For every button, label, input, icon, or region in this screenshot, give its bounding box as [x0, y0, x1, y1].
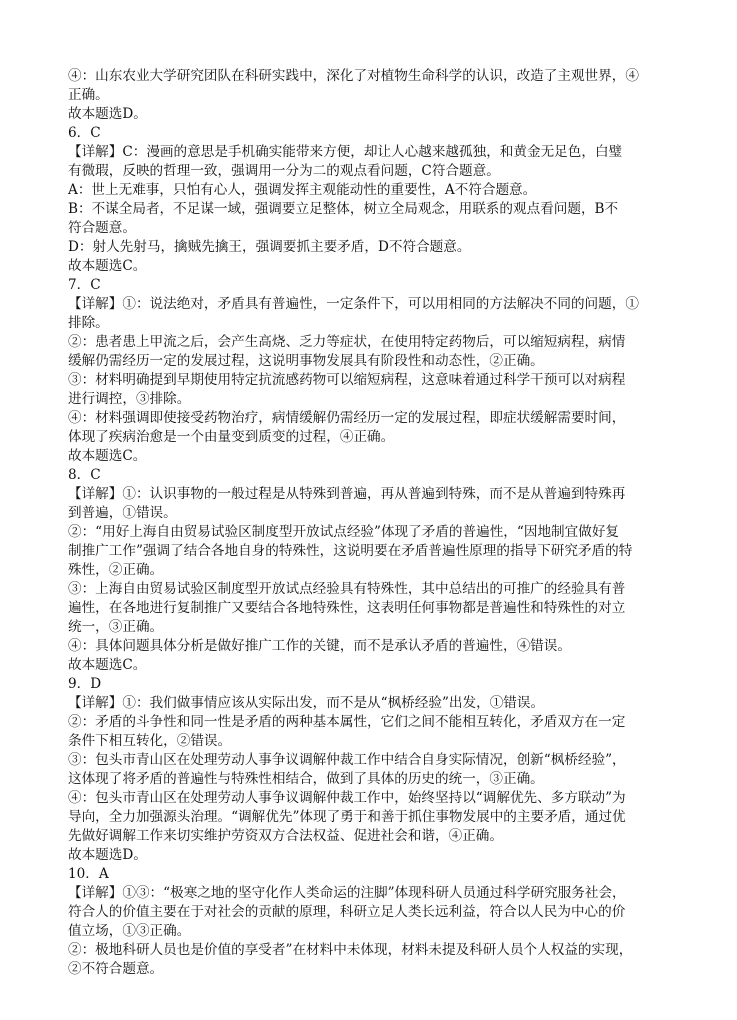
text-line: D：射人先射马，擒贼先擒王，强调要抓主要矛盾，D不符合题意。: [68, 239, 471, 255]
text-line: ③：包头市青山区在处理劳动人事争议调解仲裁工作中结合自身实际情况，创新“枫桥经验”，: [68, 752, 626, 768]
text-line: 体现了疾病治愈是一个由量变到质变的过程，④正确。: [68, 429, 395, 445]
text-line: 进行调控，③排除。: [68, 391, 191, 407]
text-line: ③：材料明确提到早期使用特定抗流感药物可以缩短病程，这意味着通过科学干预可以对病程: [68, 372, 626, 388]
text-line: 值立场，①③正确。: [68, 923, 191, 939]
text-line: ②：极地科研人员也是价值的享受者”在材料中未体现，材料未提及科研人员个人权益的实现，: [68, 942, 633, 958]
text-line: 【详解】①：我们做事情应该从实际出发，而不是从“枫桥经验”出发，①错误。: [68, 695, 545, 711]
text-line: 10．A: [68, 866, 109, 882]
text-line: B：不谋全局者，不足谋一域，强调要立足整体，树立全局观念，用联系的观点看问题，B不: [68, 201, 619, 217]
text-line: A：世上无难事，只怕有心人，强调发挥主观能动性的重要性，A不符合题意。: [68, 182, 537, 198]
text-line: 符合人的价值主要在于对社会的贡献的原理，科研立足人类长远利益，符合以人民为中心的价: [68, 904, 626, 920]
text-line: 缓解仍需经历一定的发展过程，这说明事物发展具有阶段性和动态性，②正确。: [68, 353, 544, 369]
text-line: ④：山东农业大学研究团队在科研实践中，深化了对植物生命科学的认识，改造了主观世界，④: [68, 68, 639, 84]
text-line: 故本题选C。: [68, 657, 147, 673]
text-line: ④：包头市青山区在处理劳动人事争议调解仲裁工作中，始终坚持以“调解优先、多方联动”为: [68, 790, 626, 806]
text-line: ②不符合题意。: [68, 961, 164, 977]
document-body: [68, 67, 680, 979]
text-line: 符合题意。: [68, 220, 136, 236]
text-line: 统一，③正确。: [68, 619, 164, 635]
text-line: ④：具体问题具体分析是做好推广工作的关键，而不是承认矛盾的普遍性，④错误。: [68, 638, 571, 654]
text-line: ②：“用好上海自由贸易试验区制度型开放试点经验”体现了矛盾的普遍性，“因地制宜做好复: [68, 524, 620, 540]
text-line: 故本题选C。: [68, 258, 147, 274]
text-line: 遍性，在各地进行复制推广又要结合各地特殊性，这表明任何事物都是普遍性和特殊性的对立: [68, 600, 626, 616]
text-line: 排除。: [68, 315, 109, 331]
text-line: 故本题选C。: [68, 448, 147, 464]
text-line: ②：患者患上甲流之后，会产生高烧、乏力等症状，在使用特定药物后，可以缩短病程，病情: [68, 334, 626, 350]
text-line: ③：上海自由贸易试验区制度型开放试点经验具有特殊性，其中总结出的可推广的经验具有普: [68, 581, 626, 597]
text-line: 【详解】①③：“极寒之地的坚守化作人类命运的注脚”体现科研人员通过科学研究服务社会，: [68, 885, 626, 901]
text-line: 条件下相互转化，②错误。: [68, 733, 232, 749]
text-line: 先做好调解工作来切实维护劳资双方合法权益、促进社会和谐，④正确。: [68, 828, 503, 844]
text-line: 有微瑕，反映的哲理一致，强调用一分为二的观点看问题，C符合题意。: [68, 163, 500, 179]
text-line: 7．C: [68, 277, 101, 293]
text-line: 这体现了将矛盾的普遍性与特殊性相结合，做到了具体的历史的统一，③正确。: [68, 771, 544, 787]
text-line: 故本题选D。: [68, 847, 147, 863]
text-line: 到普遍，①错误。: [68, 505, 177, 521]
text-line: 正确。: [68, 87, 109, 103]
text-line: ②：矛盾的斗争性和同一性是矛盾的两种基本属性，它们之间不能相互转化，矛盾双方在一定: [68, 714, 626, 730]
text-line: ④：材料强调即使接受药物治疗，病情缓解仍需经历一定的发展过程，即症状缓解需要时间，: [68, 410, 626, 426]
text-line: 导向，全力加强源头治理。“调解优先”体现了勇于和善于抓住事物发展中的主要矛盾，通过优: [68, 809, 626, 825]
text-line: 【详解】①：说法绝对，矛盾具有普遍性，一定条件下，可以用相同的方法解决不同的问题，①: [68, 296, 639, 312]
text-line: 9．D: [68, 676, 102, 692]
text-line: 制推广工作”强调了结合各地自身的特殊性，这说明要在矛盾普遍性原理的指导下研究矛盾的特: [68, 543, 633, 559]
text-line: 6．C: [68, 125, 101, 141]
text-line: 故本题选D。: [68, 106, 147, 122]
text-line: 殊性，②正确。: [68, 562, 164, 578]
text-line: 【详解】①：认识事物的一般过程是从特殊到普遍，再从普遍到特殊，而不是从普遍到特殊再: [68, 486, 626, 502]
text-line: 【详解】C：漫画的意思是手机确实能带来方便，却让人心越来越孤独，和黄金无足色，白璧: [68, 144, 623, 160]
text-line: 8．C: [68, 467, 101, 483]
